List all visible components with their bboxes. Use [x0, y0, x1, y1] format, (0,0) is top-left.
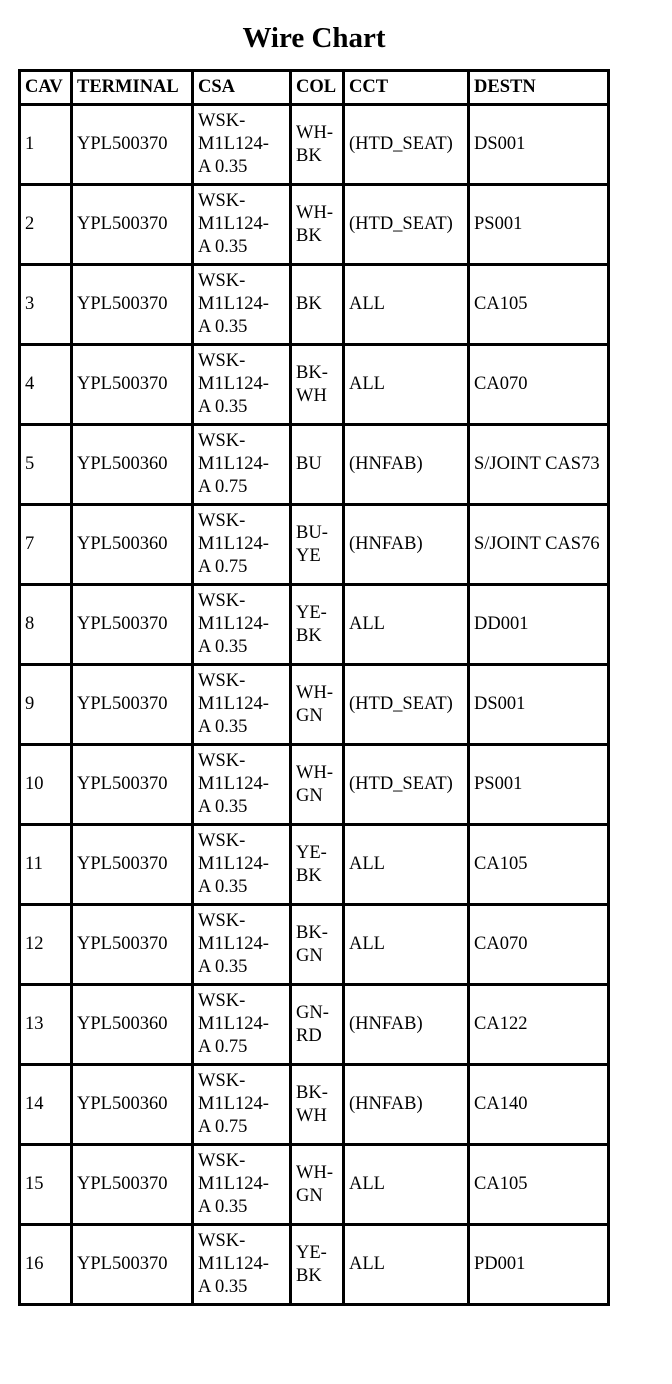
- cct-cell: ALL: [344, 905, 469, 985]
- col-cell: WH-GN: [291, 665, 344, 745]
- csa-line-1: WSK-: [198, 1231, 246, 1251]
- csa-line-1: WSK-: [198, 351, 246, 371]
- csa-cell: [193, 745, 291, 825]
- col-cell: BK-GN: [291, 905, 344, 985]
- terminal-cell: YPL500360: [72, 505, 193, 585]
- table-row: [20, 1065, 609, 1145]
- col-cell: YE-BK: [291, 585, 344, 665]
- table-row: [20, 905, 609, 985]
- wire-chart-table: [18, 69, 610, 1306]
- csa-line-2: M1L124-: [198, 1014, 269, 1034]
- csa-cell: [193, 185, 291, 265]
- destn-cell: DS001: [469, 665, 609, 745]
- table-row: [20, 425, 609, 505]
- col-cell: BU: [291, 425, 344, 505]
- destn-cell: CA070: [469, 345, 609, 425]
- csa-line-1: WSK-: [198, 431, 246, 451]
- header-cct: CCT: [344, 71, 469, 105]
- destn-cell: PS001: [469, 745, 609, 825]
- destn-cell: CA105: [469, 1145, 609, 1225]
- cav-cell: 2: [20, 185, 72, 265]
- table-row: [20, 585, 609, 665]
- terminal-cell: YPL500360: [72, 1065, 193, 1145]
- header-cav: CAV: [20, 71, 72, 105]
- cav-cell: 9: [20, 665, 72, 745]
- col-cell: WH-GN: [291, 745, 344, 825]
- cct-cell: ALL: [344, 265, 469, 345]
- csa-line-2: M1L124-: [198, 134, 269, 154]
- cav-cell: 10: [20, 745, 72, 825]
- csa-cell: [193, 585, 291, 665]
- terminal-cell: YPL500370: [72, 1225, 193, 1305]
- csa-line-2: M1L124-: [198, 294, 269, 314]
- csa-line-3: A 0.35: [198, 1277, 248, 1297]
- csa-line-1: WSK-: [198, 671, 246, 691]
- csa-line-2: M1L124-: [198, 534, 269, 554]
- col-cell: YE-BK: [291, 825, 344, 905]
- csa-line-2: M1L124-: [198, 1254, 269, 1274]
- cav-cell: 16: [20, 1225, 72, 1305]
- cct-cell: ALL: [344, 825, 469, 905]
- destn-cell: CA105: [469, 825, 609, 905]
- table-row: [20, 1225, 609, 1305]
- csa-cell: [193, 265, 291, 345]
- cct-cell: ALL: [344, 345, 469, 425]
- cav-cell: 4: [20, 345, 72, 425]
- destn-cell: PS001: [469, 185, 609, 265]
- cct-cell: (HNFAB): [344, 1065, 469, 1145]
- csa-line-1: WSK-: [198, 1071, 246, 1091]
- csa-line-1: WSK-: [198, 991, 246, 1011]
- col-cell: YE-BK: [291, 1225, 344, 1305]
- csa-line-2: M1L124-: [198, 1174, 269, 1194]
- csa-line-1: WSK-: [198, 191, 246, 211]
- csa-cell: [193, 425, 291, 505]
- csa-line-1: WSK-: [198, 511, 246, 531]
- terminal-cell: YPL500370: [72, 1145, 193, 1225]
- csa-line-3: A 0.35: [198, 1197, 248, 1217]
- terminal-cell: YPL500370: [72, 345, 193, 425]
- table-body: [20, 105, 609, 1305]
- table-row: [20, 265, 609, 345]
- header-csa: CSA: [193, 71, 291, 105]
- col-cell: GN-RD: [291, 985, 344, 1065]
- cct-cell: (HTD_SEAT): [344, 185, 469, 265]
- csa-line-3: A 0.35: [198, 637, 248, 657]
- csa-line-2: M1L124-: [198, 214, 269, 234]
- terminal-cell: YPL500360: [72, 985, 193, 1065]
- csa-line-3: A 0.35: [198, 237, 248, 257]
- csa-line-2: M1L124-: [198, 454, 269, 474]
- cct-cell: ALL: [344, 585, 469, 665]
- cav-cell: 1: [20, 105, 72, 185]
- csa-line-3: A 0.35: [198, 797, 248, 817]
- destn-cell: CA070: [469, 905, 609, 985]
- csa-line-3: A 0.35: [198, 397, 248, 417]
- csa-cell: [193, 825, 291, 905]
- col-cell: BK-WH: [291, 345, 344, 425]
- csa-line-1: WSK-: [198, 1151, 246, 1171]
- csa-line-1: WSK-: [198, 111, 246, 131]
- csa-line-2: M1L124-: [198, 694, 269, 714]
- destn-cell: S/JOINT CAS76: [469, 505, 609, 585]
- header-row: [20, 71, 609, 105]
- cav-cell: 14: [20, 1065, 72, 1145]
- cct-cell: (HNFAB): [344, 985, 469, 1065]
- terminal-cell: YPL500370: [72, 825, 193, 905]
- destn-cell: DD001: [469, 585, 609, 665]
- csa-line-3: A 0.35: [198, 877, 248, 897]
- csa-cell: [193, 1145, 291, 1225]
- terminal-cell: YPL500370: [72, 745, 193, 825]
- cct-cell: ALL: [344, 1145, 469, 1225]
- csa-line-3: A 0.75: [198, 1037, 248, 1057]
- csa-line-2: M1L124-: [198, 934, 269, 954]
- csa-line-3: A 0.35: [198, 957, 248, 977]
- csa-line-3: A 0.35: [198, 717, 248, 737]
- destn-cell: CA140: [469, 1065, 609, 1145]
- csa-line-1: WSK-: [198, 751, 246, 771]
- csa-line-2: M1L124-: [198, 854, 269, 874]
- col-cell: BU-YE: [291, 505, 344, 585]
- csa-line-1: WSK-: [198, 271, 246, 291]
- csa-line-3: A 0.75: [198, 1117, 248, 1137]
- csa-line-1: WSK-: [198, 591, 246, 611]
- terminal-cell: YPL500360: [72, 425, 193, 505]
- destn-cell: PD001: [469, 1225, 609, 1305]
- destn-cell: CA122: [469, 985, 609, 1065]
- col-cell: BK-WH: [291, 1065, 344, 1145]
- csa-line-3: A 0.75: [198, 477, 248, 497]
- cav-cell: 5: [20, 425, 72, 505]
- terminal-cell: YPL500370: [72, 265, 193, 345]
- csa-cell: [193, 345, 291, 425]
- cct-cell: (HTD_SEAT): [344, 745, 469, 825]
- terminal-cell: YPL500370: [72, 585, 193, 665]
- col-cell: WH-GN: [291, 1145, 344, 1225]
- page-title: Wire Chart: [242, 22, 386, 54]
- table-row: [20, 345, 609, 425]
- cav-cell: 11: [20, 825, 72, 905]
- header-col: COL: [291, 71, 344, 105]
- csa-cell: [193, 985, 291, 1065]
- csa-cell: [193, 665, 291, 745]
- header-destn: DESTN: [469, 71, 609, 105]
- terminal-cell: YPL500370: [72, 105, 193, 185]
- csa-line-2: M1L124-: [198, 614, 269, 634]
- cct-cell: ALL: [344, 1225, 469, 1305]
- table-row: [20, 745, 609, 825]
- cav-cell: 3: [20, 265, 72, 345]
- csa-line-2: M1L124-: [198, 774, 269, 794]
- terminal-cell: YPL500370: [72, 905, 193, 985]
- cct-cell: (HNFAB): [344, 425, 469, 505]
- csa-cell: [193, 1225, 291, 1305]
- destn-cell: DS001: [469, 105, 609, 185]
- col-cell: WH-BK: [291, 185, 344, 265]
- csa-line-3: A 0.35: [198, 317, 248, 337]
- table-row: [20, 505, 609, 585]
- col-cell: BK: [291, 265, 344, 345]
- csa-line-1: WSK-: [198, 831, 246, 851]
- table-row: [20, 1145, 609, 1225]
- col-cell: WH-BK: [291, 105, 344, 185]
- csa-line-3: A 0.75: [198, 557, 248, 577]
- cav-cell: 8: [20, 585, 72, 665]
- csa-line-2: M1L124-: [198, 1094, 269, 1114]
- cav-cell: 12: [20, 905, 72, 985]
- destn-cell: S/JOINT CAS73: [469, 425, 609, 505]
- table-row: [20, 105, 609, 185]
- csa-line-3: A 0.35: [198, 157, 248, 177]
- csa-line-1: WSK-: [198, 911, 246, 931]
- cct-cell: (HNFAB): [344, 505, 469, 585]
- csa-cell: [193, 505, 291, 585]
- table-row: [20, 185, 609, 265]
- cct-cell: (HTD_SEAT): [344, 665, 469, 745]
- cav-cell: 13: [20, 985, 72, 1065]
- table-row: [20, 665, 609, 745]
- terminal-cell: YPL500370: [72, 665, 193, 745]
- csa-cell: [193, 1065, 291, 1145]
- table-row: [20, 825, 609, 905]
- cct-cell: (HTD_SEAT): [344, 105, 469, 185]
- table-row: [20, 985, 609, 1065]
- header-terminal: TERMINAL: [72, 71, 193, 105]
- csa-cell: [193, 905, 291, 985]
- csa-line-2: M1L124-: [198, 374, 269, 394]
- terminal-cell: YPL500370: [72, 185, 193, 265]
- csa-cell: [193, 105, 291, 185]
- cav-cell: 7: [20, 505, 72, 585]
- destn-cell: CA105: [469, 265, 609, 345]
- cav-cell: 15: [20, 1145, 72, 1225]
